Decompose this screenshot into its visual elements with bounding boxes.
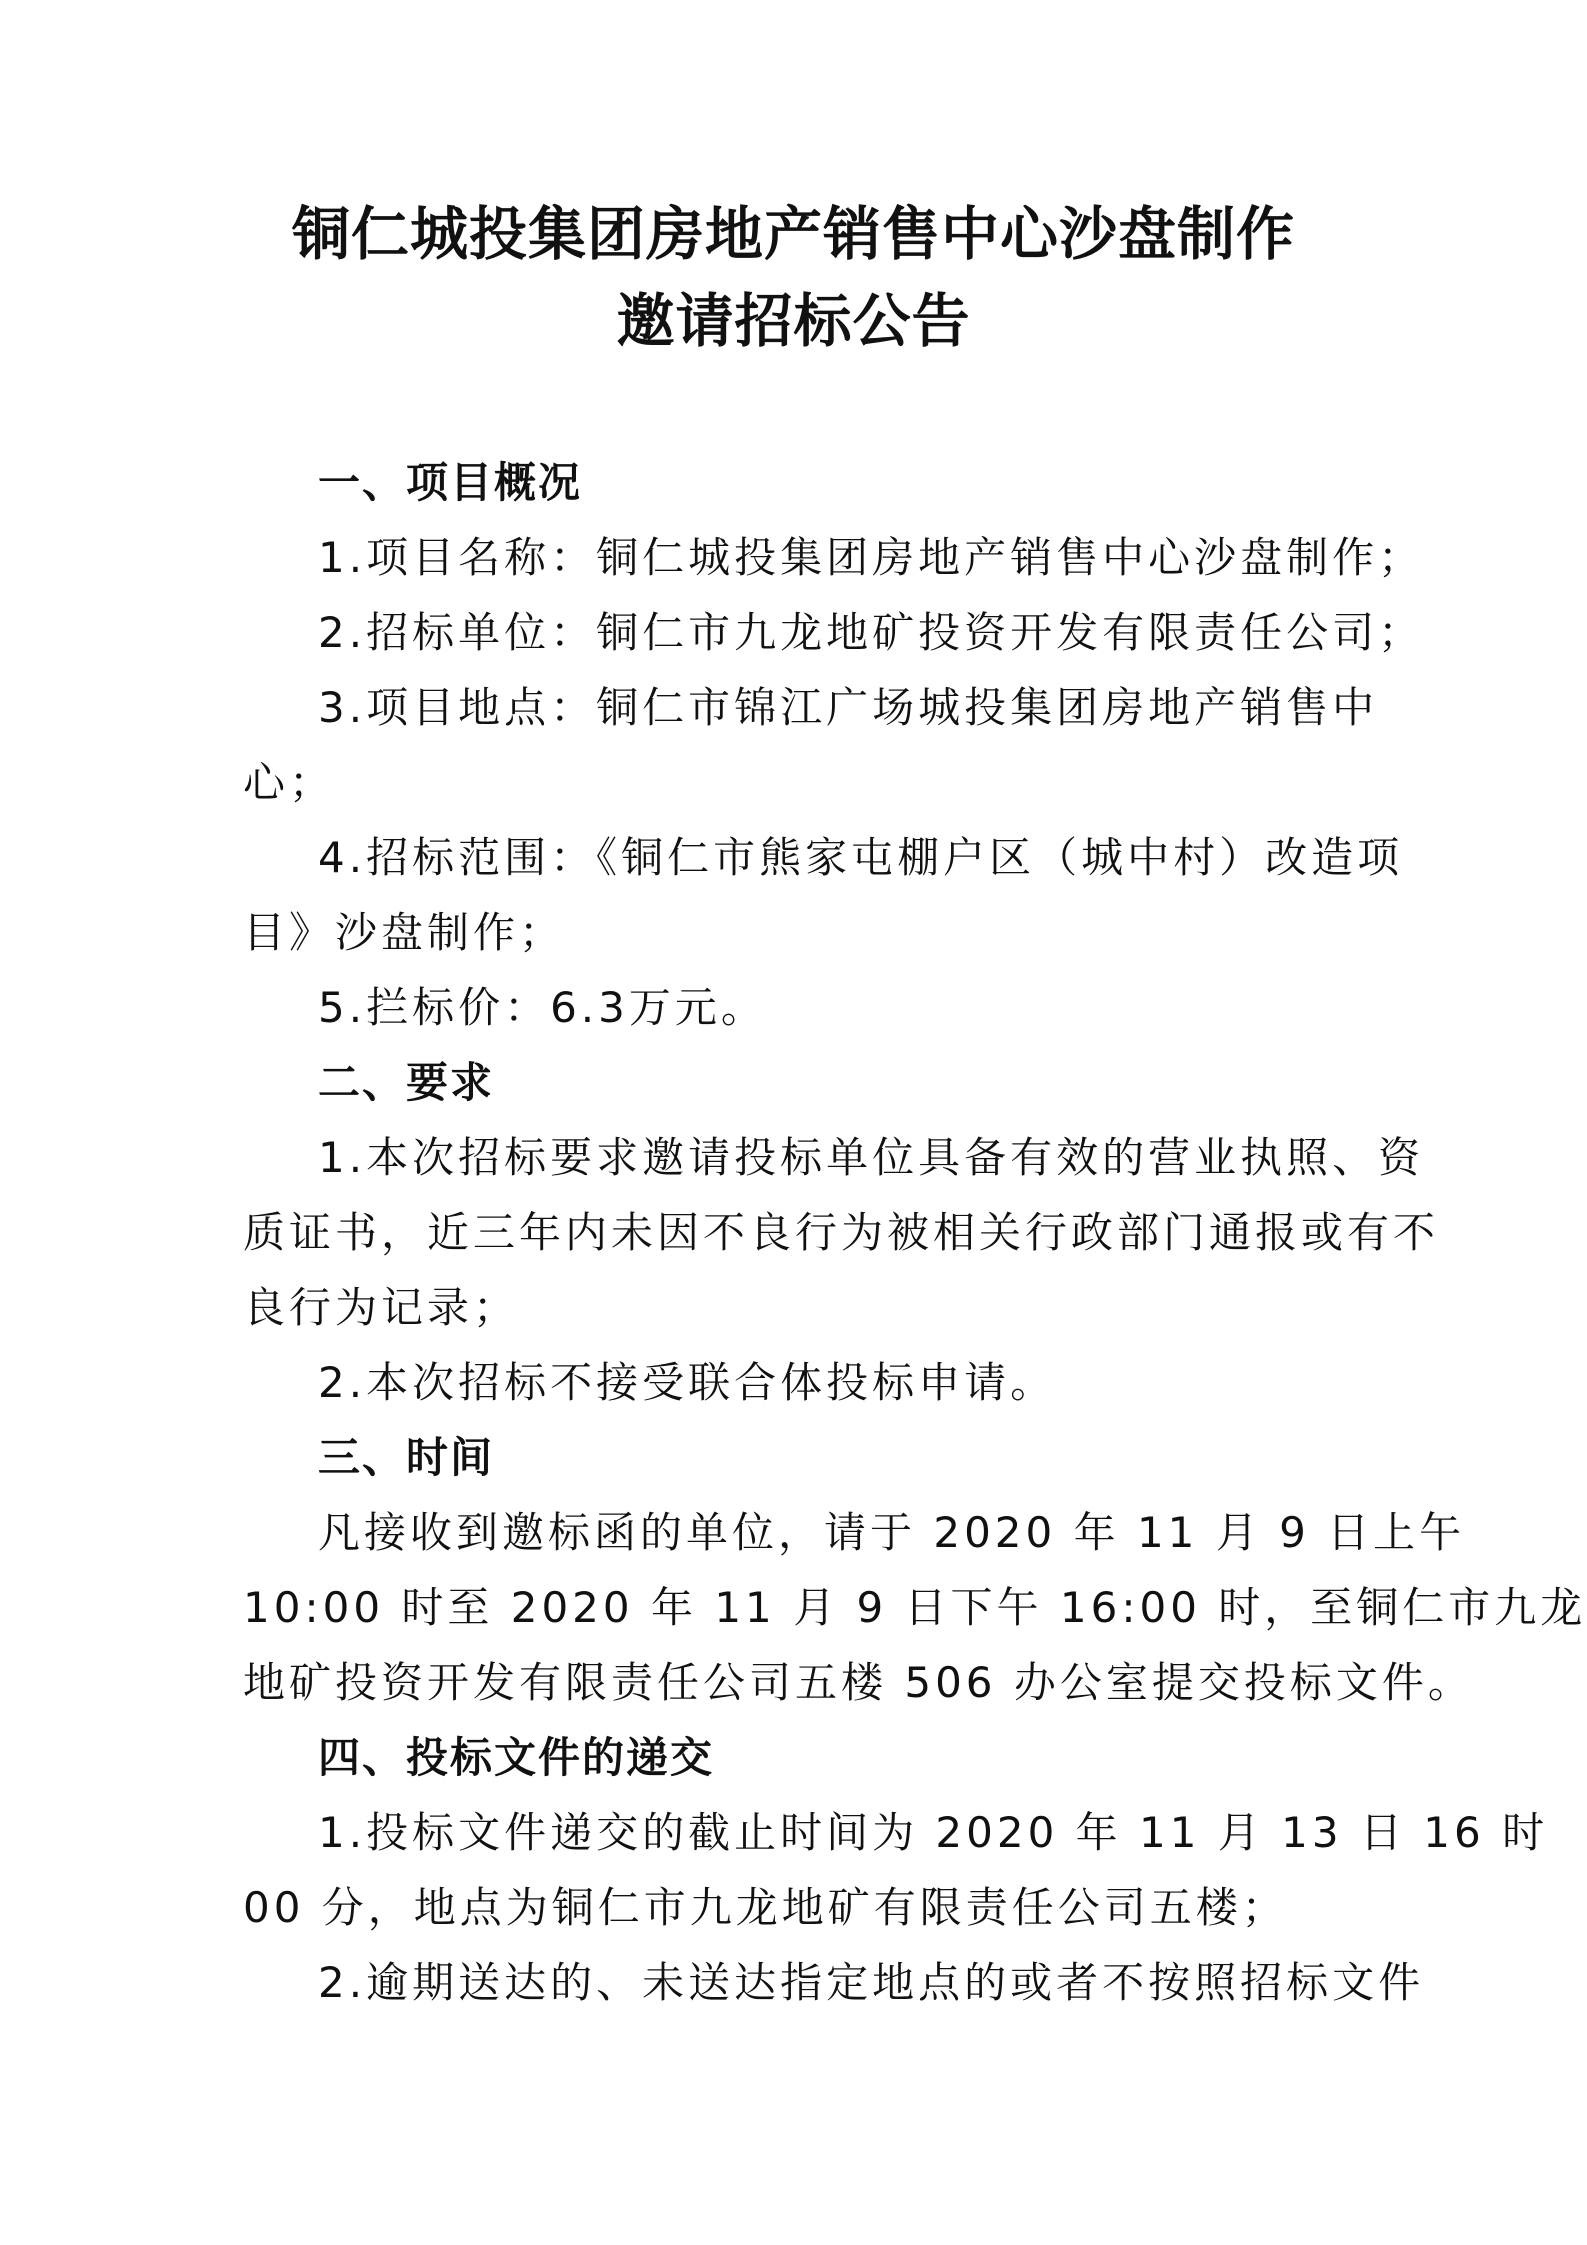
time-paragraph-line-1: 凡接收到邀标函的单位，请于 2020 年 11 月 9 日上午 [318, 1508, 1466, 1557]
section-heading-time: 三、时间 [318, 1433, 495, 1482]
tender-scope-line-2: 目》沙盘制作； [243, 908, 566, 957]
tender-unit-line: 2.招标单位：铜仁市九龙地矿投资开发有限责任公司； [318, 608, 1425, 657]
time-paragraph-line-2: 10:00 时至 2020 年 11 月 9 日下午 16:00 时，至铜仁市九龙 [243, 1583, 1587, 1632]
section-heading-submission: 四、投标文件的递交 [318, 1733, 715, 1782]
submission-2-line-1: 2.逾期送达的、未送达指定地点的或者不按照招标文件 [318, 1958, 1425, 2007]
submission-1-line-1: 1.投标文件递交的截止时间为 2020 年 11 月 13 日 16 时 [318, 1808, 1549, 1857]
section-heading-requirements: 二、要求 [318, 1058, 495, 1107]
requirement-1-line-1: 1.本次招标要求邀请投标单位具备有效的营业执照、资 [318, 1133, 1425, 1182]
project-name-line: 1.项目名称：铜仁城投集团房地产销售中心沙盘制作； [318, 533, 1425, 582]
requirement-1-line-3: 良行为记录； [243, 1283, 520, 1332]
submission-1-line-2: 00 分，地点为铜仁市九龙地矿有限责任公司五楼； [243, 1883, 1288, 1932]
section-heading-project-overview: 一、项目概况 [318, 458, 583, 507]
document-title-line-2: 邀请招标公告 [616, 287, 971, 355]
time-paragraph-line-3: 地矿投资开发有限责任公司五楼 506 办公室提交投标文件。 [243, 1658, 1474, 1707]
document-title-line-1: 铜仁城投集团房地产销售中心沙盘制作 [291, 200, 1295, 268]
requirement-2-line: 2.本次招标不接受联合体投标申请。 [318, 1358, 1057, 1407]
ceiling-price-line: 5.拦标价：6.3万元。 [318, 983, 767, 1032]
project-location-line-1: 3.项目地点：铜仁市锦江广场城投集团房地产销售中 [318, 683, 1379, 732]
tender-scope-line-1: 4.招标范围：《铜仁市熊家屯棚户区（城中村）改造项 [318, 833, 1404, 882]
project-location-line-2: 心； [243, 758, 336, 807]
requirement-1-line-2: 质证书，近三年内未因不良行为被相关行政部门通报或有不 [243, 1208, 1440, 1257]
